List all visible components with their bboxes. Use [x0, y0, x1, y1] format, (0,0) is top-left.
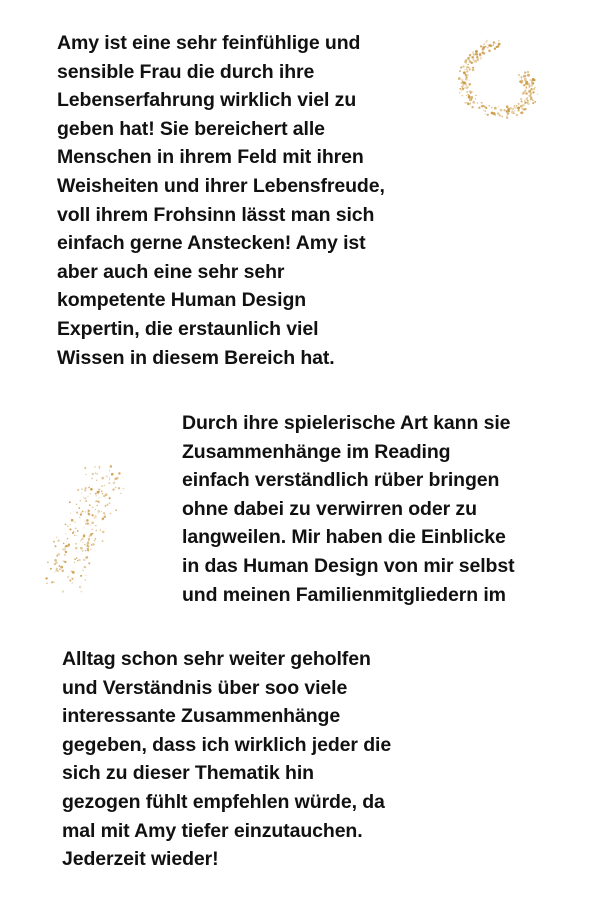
paragraph-line: sensible Frau die durch ihre: [57, 60, 315, 83]
paragraph-line: aber auch eine sehr sehr: [57, 260, 285, 283]
paragraph-line: langweilen. Mir haben die Einblicke: [182, 526, 506, 549]
paragraph-line: Jederzeit wieder!: [62, 848, 219, 871]
paragraph-line: gegeben, dass ich wirklich jeder die: [62, 733, 392, 756]
paragraph-line: Zusammenhänge im Reading: [182, 440, 451, 463]
testimonial-paragraph-1: [57, 29, 385, 372]
paragraph-line: in das Human Design von mir selbst: [182, 554, 515, 577]
paragraph-line: einfach gerne Anstecken! Amy ist: [57, 232, 366, 255]
paragraph-line: Durch ihre spielerische Art kann sie: [182, 412, 511, 434]
paragraph-line: ohne dabei zu verwirren oder zu: [182, 497, 477, 520]
paragraph-line: interessante Zusammenhänge: [62, 705, 341, 728]
paragraph-line: geben hat! Sie bereichert alle: [57, 117, 325, 140]
paragraph-line: Expertin, die erstaunlich viel: [57, 317, 319, 340]
paragraph-line: Alltag schon sehr weiter geholfen: [62, 648, 371, 670]
paragraph-line: und meinen Familienmitgliedern im: [182, 583, 506, 606]
paragraph-line: Wissen in diesem Bereich hat.: [57, 346, 335, 369]
paragraph-line: Menschen in ihrem Feld mit ihren: [57, 146, 364, 169]
testimonial-paragraph-2: [182, 409, 515, 609]
paragraph-line: einfach verständlich rüber bringen: [182, 469, 500, 492]
testimonial-paragraph-3: [62, 645, 391, 874]
paragraph-line: gezogen fühlt empfehlen würde, da: [62, 790, 385, 813]
paragraph-line: Amy ist eine sehr feinfühlige und: [57, 32, 361, 54]
paragraph-line: Weisheiten und ihrer Lebensfreude,: [57, 174, 385, 197]
paragraph-line: und Verständnis über soo viele: [62, 676, 348, 699]
gold-sparkle-dust-icon: [38, 450, 158, 600]
paragraph-line: kompetente Human Design: [57, 289, 307, 312]
paragraph-line: voll ihrem Frohsinn lässt man sich: [57, 203, 375, 226]
paragraph-line: sich zu dieser Thematik hin: [62, 762, 314, 785]
paragraph-line: Lebenserfahrung wirklich viel zu: [57, 89, 357, 112]
paragraph-line: mal mit Amy tiefer einzutauchen.: [62, 819, 363, 842]
gold-sparkle-swirl-icon: [440, 30, 570, 140]
